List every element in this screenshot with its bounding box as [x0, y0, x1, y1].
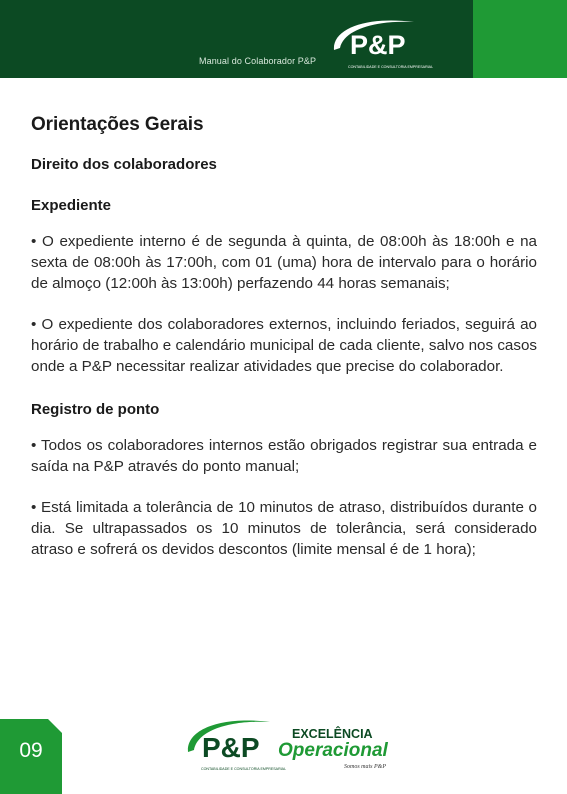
expediente-paragraph-1: • O expediente interno é de segunda à quinta, de 08:00h às 18:00h e na sexta de 08:00h às 17:00h, com 01 (uma) hora de intervalo para o horário de almoço (12:00h às 13:00h) perfazendo 44 horas semanais; [31, 233, 537, 292]
excelencia-operacional-badge [276, 724, 386, 776]
badge-subtitle: Operacional [278, 740, 388, 761]
section-subtitle: Direito dos colaboradores [31, 156, 217, 173]
expediente-paragraph-2: • O expediente dos colaboradores externos, incluindo feriados, seguirá ao horário de trabalho e calendário municipal de cada cliente, salvo nos casos onde a P&P necessitar realizar atividades que precise do colaborador. [31, 316, 537, 375]
header-accent-block [473, 0, 567, 78]
logo-tagline: CONTABILIDADE E CONSULTORIA EMPRESARIAL [348, 65, 434, 69]
registro-paragraph-1: • Todos os colaboradores internos estão obrigados registrar sua entrada e saída na P&P através do ponto manual; [31, 436, 537, 475]
badge-signature: Somos mais P&P [344, 764, 386, 770]
company-logo [328, 14, 434, 72]
registro-ponto-heading: Registro de ponto [31, 400, 160, 418]
expediente-heading: Expediente [31, 197, 112, 214]
registro-paragraph-2: • Está limitada a tolerância de 10 minutos de atraso, distribuídos durante o dia. Se ultrapassados os 10 minutos de tolerância, será considerado atraso e sofrerá os devidos descontos (limite mensal é de 1 hora); [31, 499, 537, 558]
header-manual-title: Manual do Colaborador P&P [199, 56, 317, 66]
footer-company-logo [182, 714, 287, 776]
badge-title: EXCELÊNCIA [292, 727, 373, 741]
page-header [0, 0, 567, 78]
page-title: Orientações Gerais [31, 114, 204, 135]
main-content [31, 114, 537, 561]
page-number: 09 [19, 739, 43, 762]
footer-logo-tagline: CONTABILIDADE E CONSULTORIA EMPRESARIAL [201, 767, 287, 771]
logo-text: P&P [350, 30, 406, 60]
footer-logo-text: P&P [202, 732, 260, 763]
